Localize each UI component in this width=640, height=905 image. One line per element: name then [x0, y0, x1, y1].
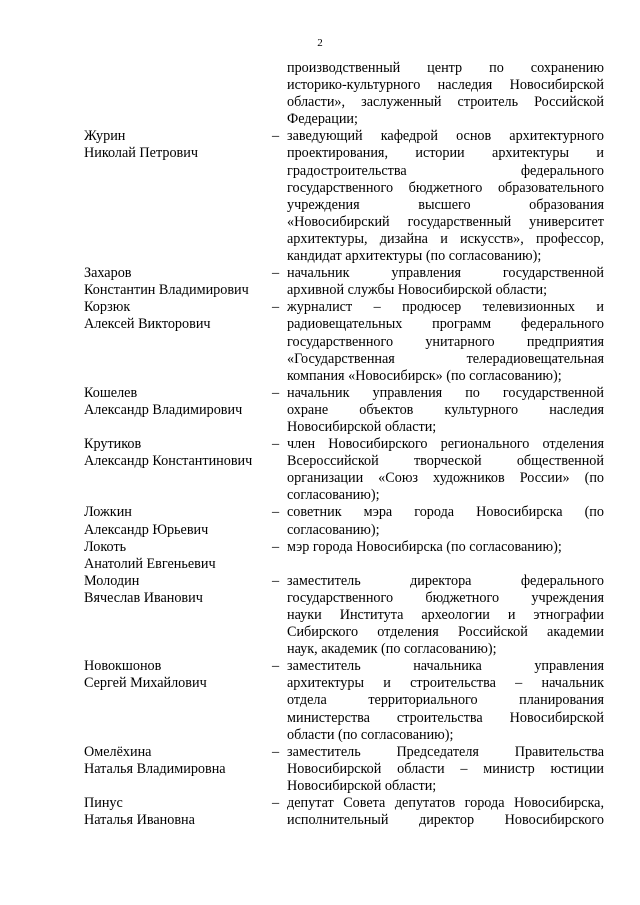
member-row [84, 658, 604, 743]
continuation-text [287, 60, 604, 128]
desc-line: «Государственная телерадиовещательная [287, 350, 604, 367]
desc-line: министерства строительства Новосибирской [287, 709, 604, 726]
member-surname: Новокшонов [84, 658, 162, 675]
desc-line: производственный центр по сохранению [287, 60, 604, 76]
dash-separator: – [272, 128, 280, 145]
member-position [287, 128, 604, 265]
desc-line: отдела территориального планирования [287, 692, 604, 709]
member-name [84, 744, 272, 778]
desc-line: депутат Совета депутатов города Новосибирска, [287, 795, 604, 812]
member-list [84, 60, 604, 829]
desc-line: организации «Союз художников России» (по [287, 470, 604, 487]
member-row [84, 504, 604, 538]
desc-line: градостроительства федерального [287, 162, 604, 179]
desc-line: архитектуры, дизайна и искусств», профессор, [287, 230, 604, 247]
member-surname: Ложкин [84, 504, 132, 521]
desc-line: науки Института археологии и этнографии [287, 607, 604, 623]
desc-line: архитектуры и строительства – начальник [287, 675, 604, 692]
desc-line: советник мэра города Новосибирска (по [287, 504, 604, 521]
desc-line: заведующий кафедрой основ архитектурного [287, 128, 604, 145]
member-name [84, 128, 272, 162]
member-given-names: Николай Петрович [84, 145, 198, 162]
desc-line: согласованию); [287, 521, 380, 538]
member-surname: Крутиков [84, 436, 142, 453]
desc-line: проектирования, истории архитектуры и [287, 145, 604, 162]
desc-line: кандидат архитектуры (по согласованию); [287, 248, 542, 265]
dash-separator: – [272, 436, 280, 453]
desc-line: области», заслуженный строитель Российской [287, 94, 604, 111]
member-position [287, 299, 604, 384]
member-row [84, 744, 604, 795]
member-position [287, 795, 604, 829]
member-surname: Журин [84, 128, 126, 145]
desc-line: компания «Новосибирск» (по согласованию); [287, 367, 562, 384]
desc-line: заместитель директора федерального [287, 572, 604, 589]
member-given-names: Александр Владимирович [84, 401, 243, 418]
member-row [84, 539, 604, 573]
member-surname: Омелёхина [84, 743, 152, 760]
member-surname: Локоть [84, 538, 127, 555]
member-position [287, 744, 604, 795]
member-name [84, 658, 272, 692]
desc-line: наук, академик (по согласованию); [287, 641, 497, 658]
member-position [287, 539, 604, 556]
desc-line: Новосибирской области; [287, 777, 437, 794]
member-surname: Захаров [84, 265, 132, 282]
member-given-names: Александр Юрьевич [84, 521, 209, 538]
dash-separator: – [272, 265, 280, 282]
dash-separator: – [272, 658, 280, 675]
continuation-row [84, 60, 604, 128]
member-row [84, 265, 604, 299]
member-row [84, 573, 604, 658]
member-name [84, 795, 272, 829]
member-name [84, 539, 272, 573]
member-given-names: Константин Владимирович [84, 282, 249, 299]
desc-line: исполнительный директор Новосибирского [287, 812, 604, 829]
member-position [287, 385, 604, 436]
member-row [84, 299, 604, 384]
member-name [84, 436, 272, 470]
member-position [287, 265, 604, 299]
dash-separator: – [272, 743, 280, 760]
member-name [84, 573, 272, 607]
desc-line: историко-культурного наследия Новосибирской [287, 77, 604, 94]
desc-line: заместитель Председателя Правительства [287, 743, 604, 760]
desc-line: журналист – продюсер телевизионных и [287, 299, 604, 316]
page-number: 2 [317, 37, 323, 49]
desc-line: охране объектов культурного наследия [287, 401, 604, 418]
dash-separator: – [272, 299, 280, 316]
desc-line: член Новосибирского регионального отделения [287, 436, 604, 453]
member-name [84, 504, 272, 538]
dash-separator: – [272, 572, 280, 589]
member-name [84, 265, 272, 299]
member-given-names: Александр Константинович [84, 453, 253, 470]
member-row [84, 128, 604, 265]
member-name [84, 299, 272, 333]
member-position [287, 504, 604, 538]
member-surname: Корзюк [84, 299, 131, 316]
desc-line: «Новосибирский государственный университет [287, 213, 604, 230]
dash-separator: – [272, 504, 280, 521]
member-row [84, 795, 604, 829]
member-surname: Пинус [84, 795, 123, 812]
member-name [84, 385, 272, 419]
desc-line: мэр города Новосибирска (по согласованию); [287, 538, 562, 555]
member-given-names: Анатолий Евгеньевич [84, 555, 216, 572]
desc-line: Всероссийской творческой общественной [287, 453, 604, 470]
desc-line: начальник управления государственной [287, 265, 604, 282]
desc-line: архивной службы Новосибирской области; [287, 282, 548, 299]
member-given-names: Наталья Владимировна [84, 760, 226, 777]
desc-line: начальник управления по государственной [287, 384, 604, 401]
dash-separator: – [272, 538, 280, 555]
member-given-names: Вячеслав Иванович [84, 589, 203, 606]
dash-separator: – [272, 795, 280, 812]
desc-line: согласованию); [287, 487, 380, 504]
desc-line: заместитель начальника управления [287, 658, 604, 675]
desc-line: Сибирского отделения Российской академии [287, 624, 604, 641]
member-given-names: Наталья Ивановна [84, 812, 195, 829]
member-position [287, 436, 604, 504]
member-surname: Молодин [84, 572, 140, 589]
member-position [287, 573, 604, 658]
desc-line: Новосибирской области; [287, 418, 437, 435]
member-surname: Кошелев [84, 384, 138, 401]
desc-line: Новосибирской области – министр юстиции [287, 760, 604, 777]
member-given-names: Алексей Викторович [84, 316, 211, 333]
dash-separator: – [272, 384, 280, 401]
desc-line: радиовещательных программ федерального [287, 316, 604, 333]
desc-line: государственного бюджетного образовательного [287, 179, 604, 196]
desc-line: учреждения высшего образования [287, 196, 604, 213]
member-row [84, 385, 604, 436]
member-position [287, 658, 604, 743]
member-given-names: Сергей Михайлович [84, 675, 207, 692]
desc-line: государственного унитарного предприятия [287, 333, 604, 350]
desc-line: области (по согласованию); [287, 726, 454, 743]
member-row [84, 436, 604, 504]
desc-line: Федерации; [287, 111, 358, 128]
desc-line: государственного бюджетного учреждения [287, 589, 604, 606]
